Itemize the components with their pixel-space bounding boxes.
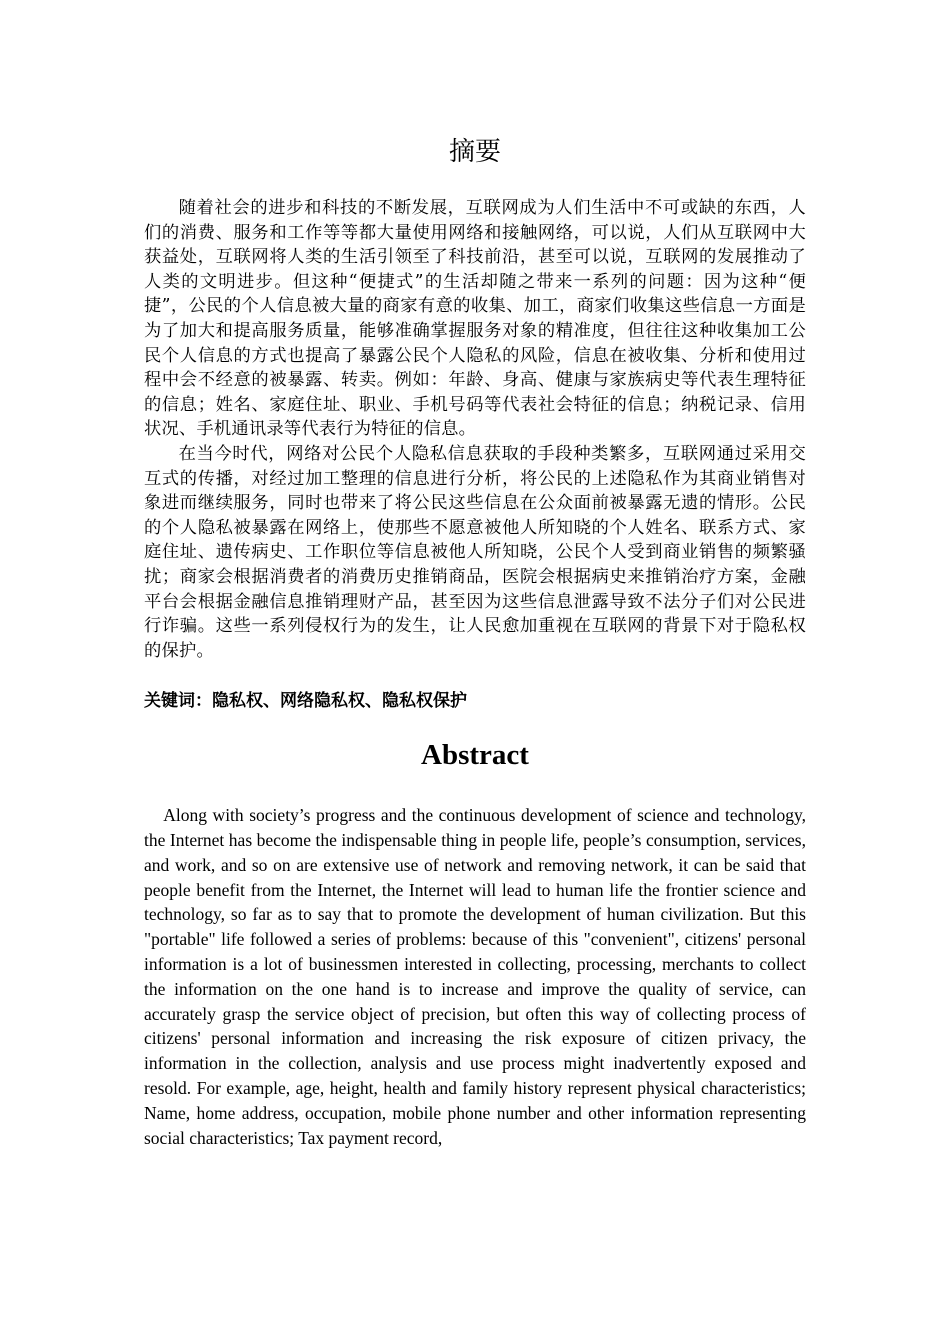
chinese-abstract-paragraph-1: 随着社会的进步和科技的不断发展，互联网成为人们生活中不可或缺的东西，人们的消费、服务和工作等等都大量使用网络和接触网络，可以说，人们从互联网中大获益处，互联网将人类的生活引领至了科技前沿，甚至可以说，互联网的发展推动了人类的文明进步。但这种“便捷式”的生活却随之带来一系列的问题：因为这种“便捷”，公民的个人信息被大量的商家有意的收集、加工，商家们收集这些信息一方面是为了加大和提高服务质量，能够准确掌握服务对象的精准度，但往往这种收集加工公民个人信息的方式也提高了暴露公民个人隐私的风险，信息在被收集、分析和使用过程中会不经意的被暴露、转卖。例如：年龄、身高、健康与家族病史等代表生理特征的信息；姓名、家庭住址、职业、手机号码等代表社会特征的信息；纳税记录、信用状况、手机通讯录等代表行为特征的信息。 xyxy=(144,198,806,440)
page-content xyxy=(144,132,806,1150)
english-abstract-title: Abstract xyxy=(421,739,529,772)
chinese-abstract-title: 摘要 xyxy=(448,137,501,167)
english-abstract-paragraph-1: Along with society’s progress and the continuous development of science and technology, the Internet has become the indispensable thing in people life, people’s consumption, services, and work, and so on are extensive use of network and removing network, it can be said that people benefit from the Internet, the Internet will lead to human life the frontier science and technology, so far as to say that to promote the development of human civilization. But this "portable" life followed a series of problems: because of this "convenient", citizens' personal information is a lot of businessmen interested in collecting, processing, merchants to collect the information on the one hand is to increase and improve the quality of service, can accurately grasp the service object of precision, but often this way of collecting process of citizens' personal information and increasing the risk exposure of citizen privacy, the information in the collection, analysis and use process might inadvertently exposed and resold. For example, age, height, health and family history represent physical characteristics; Name, home address, occupation, mobile phone number and other information representing social characteristics; Tax payment record, xyxy=(144,805,806,1148)
chinese-abstract-paragraph-2: 在当今时代，网络对公民个人隐私信息获取的手段种类繁多，互联网通过采用交互式的传播，对经过加工整理的信息进行分析，将公民的上述隐私作为其商业销售对象进而继续服务，同时也带来了将公民这些信息在公众面前被暴露无遗的情形。公民的个人隐私被暴露在网络上，使那些不愿意被他人所知晓的个人姓名、联系方式、家庭住址、遗传病史、工作职位等信息被他人所知晓，公民个人受到商业销售的频繁骚扰；商家会根据消费者的消费历史推销商品，医院会根据病史来推销治疗方案，金融平台会根据金融信息推销理财产品，甚至因为这些信息泄露导致不法分子们对公民进行诈骗。这些一系列侵权行为的发生，让人民愈加重视在互联网的背景下对于隐私权的保护。 xyxy=(144,443,806,661)
chinese-keywords: 关键词：隐私权、网络隐私权、隐私权保护 xyxy=(144,691,467,712)
